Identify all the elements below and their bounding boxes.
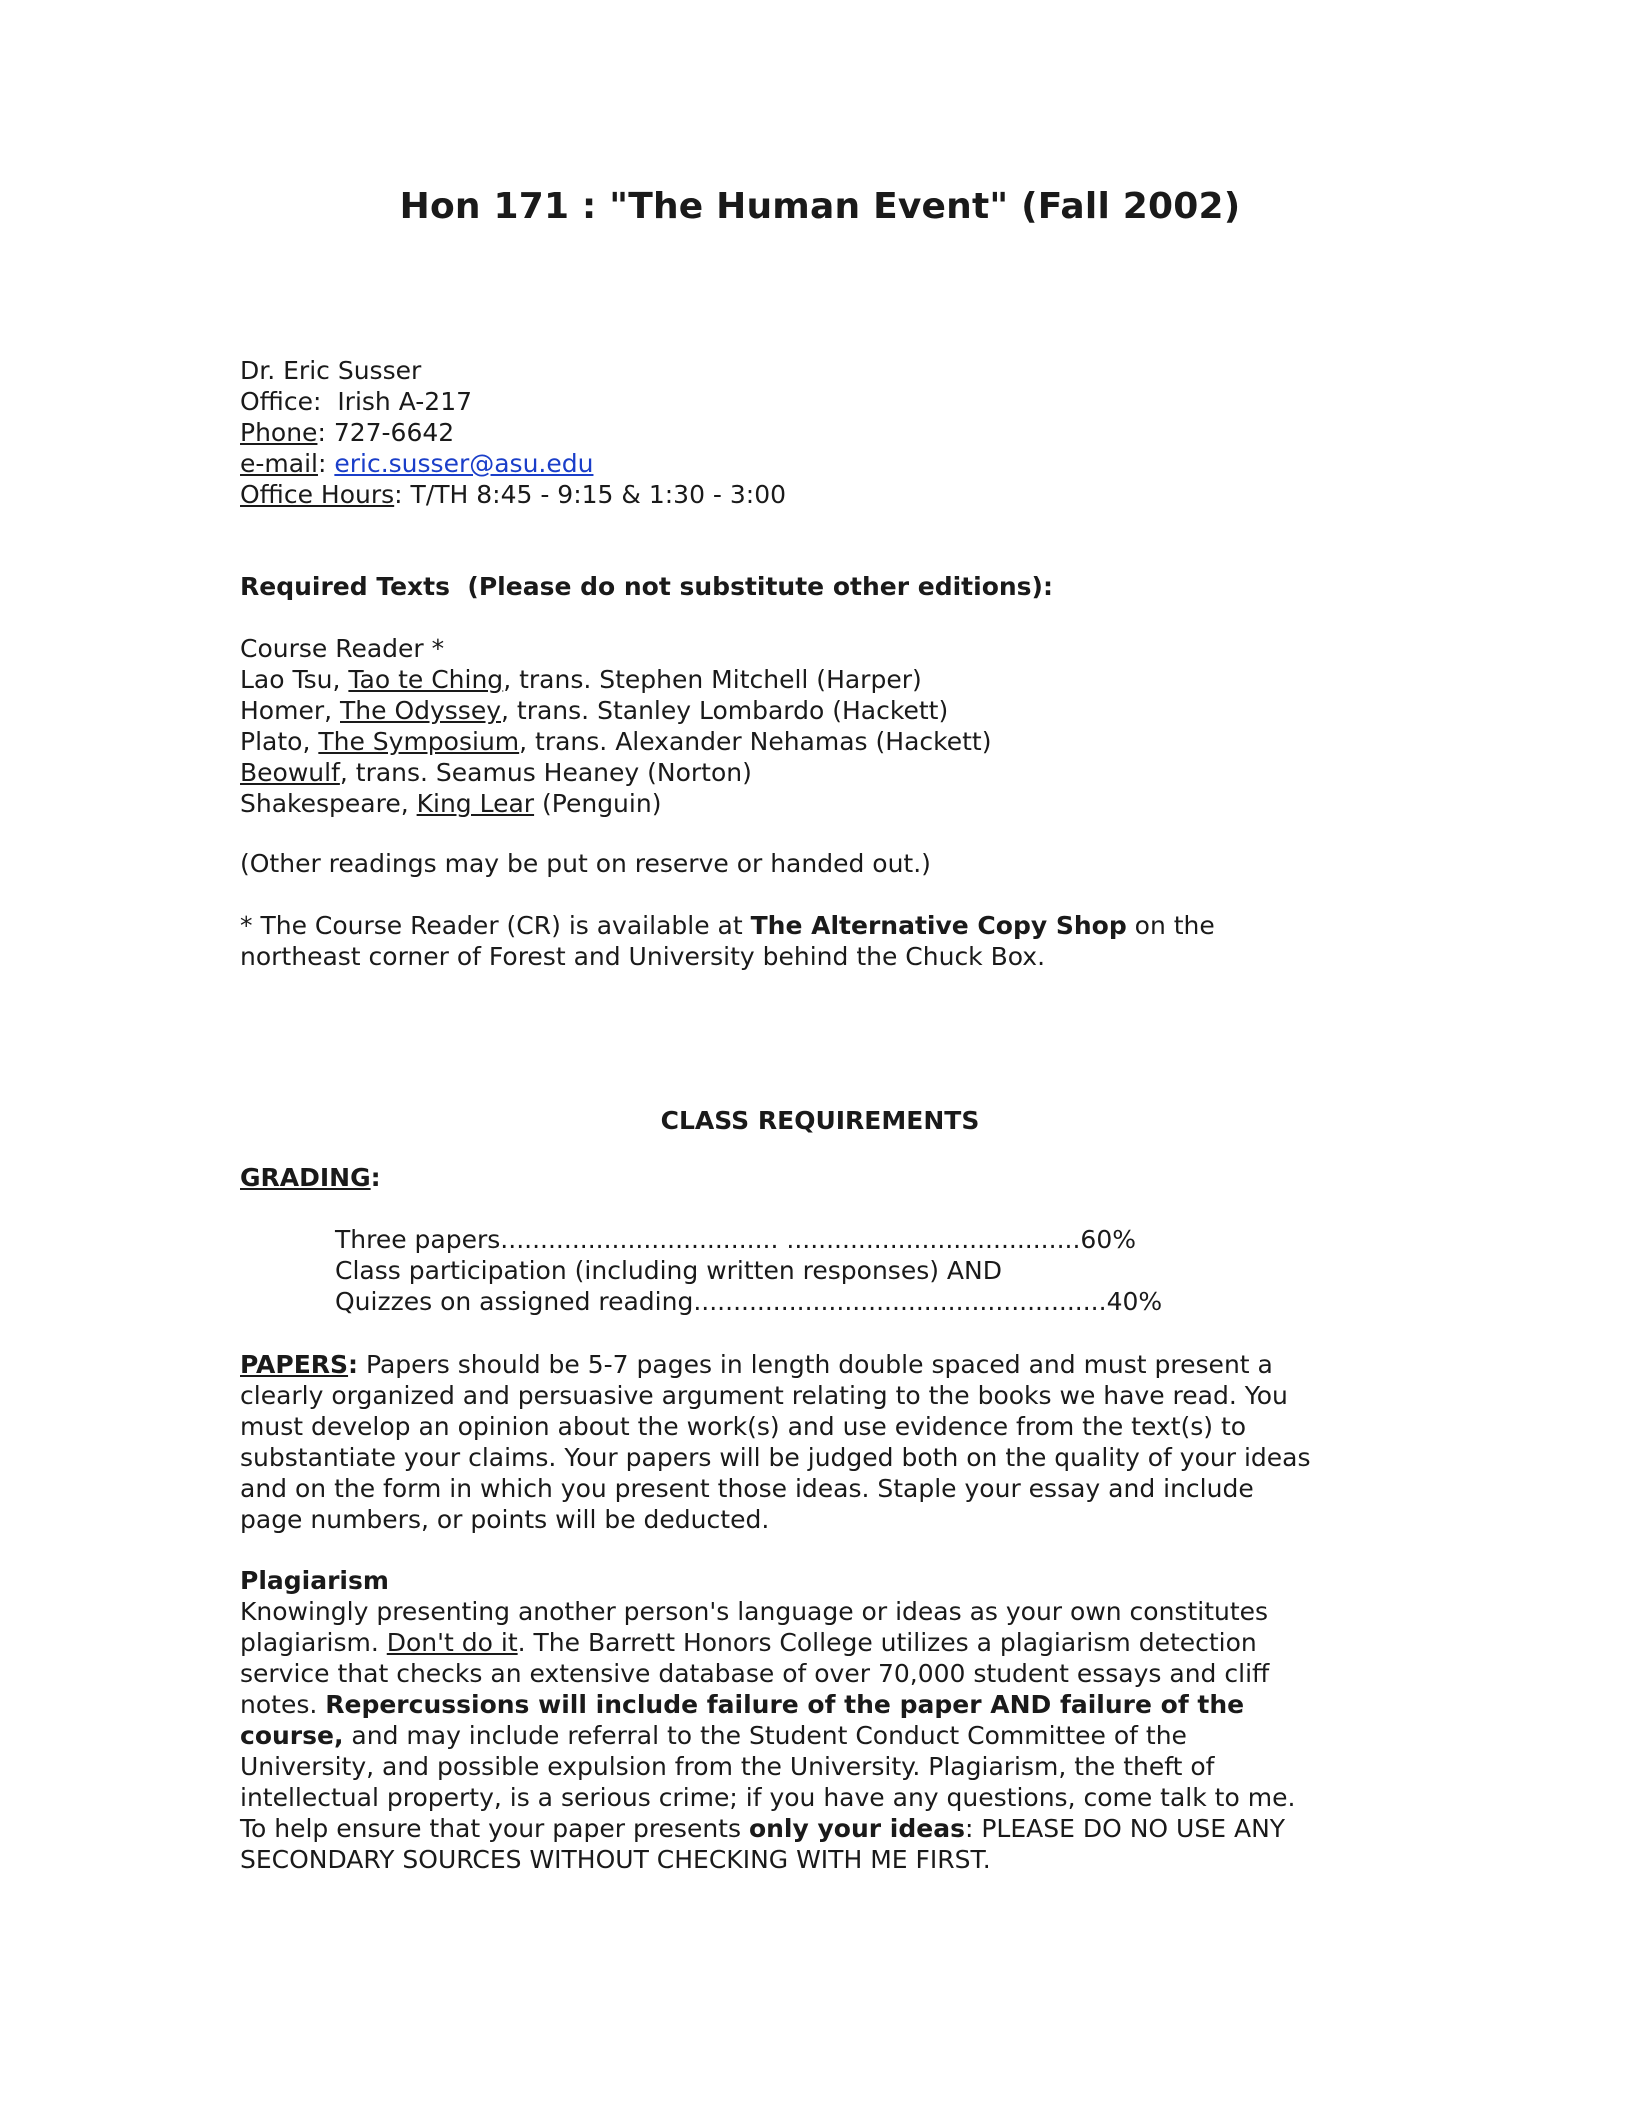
- required-texts-heading: Required Texts: [240, 572, 450, 601]
- plagiarism-line: intellectual property, is a serious crime; if you have any questions, come talk to me.: [240, 1783, 1296, 1812]
- office-hours-line: [240, 479, 1420, 510]
- text-item: [240, 757, 1420, 788]
- plagiarism-text: notes.: [240, 1690, 326, 1719]
- course-reader-pre: * The Course Reader (CR) is available at: [240, 911, 751, 940]
- office-hours-value: : T/TH 8:45 - 9:15 & 1:30 - 3:00: [394, 480, 787, 509]
- text-item: [240, 726, 1420, 757]
- plagiarism-line: [240, 1689, 1420, 1720]
- class-requirements-heading: CLASS REQUIREMENTS: [660, 1106, 980, 1135]
- email-label: e-mail: [240, 449, 318, 478]
- phone-label: Phone: [240, 418, 318, 447]
- other-readings-note: [240, 848, 1420, 879]
- grading-heading: [240, 1162, 1420, 1193]
- text-item-details: , trans. Stanley Lombardo (Hackett): [501, 696, 949, 725]
- text-item-title: King Lear: [416, 789, 535, 818]
- text-item-author: Plato,: [240, 727, 319, 756]
- plagiarism-heading: Plagiarism: [240, 1566, 389, 1595]
- grading-label: GRADING: [240, 1163, 371, 1192]
- plagiarism-line: [240, 1720, 1420, 1751]
- grading-heading-line: [240, 1162, 1420, 1193]
- text-item-title: Beowulf: [240, 758, 340, 787]
- plagiarism-text: . The Barrett Honors College utilizes a plagiarism detection: [517, 1628, 1257, 1657]
- text-item: [240, 788, 1420, 819]
- office-line: [240, 386, 1420, 417]
- office-value: Irish A-217: [337, 387, 473, 416]
- grading-colon: :: [370, 1163, 381, 1192]
- office-hours-label: Office Hours: [240, 480, 395, 509]
- papers-colon: :: [348, 1350, 359, 1379]
- text-item-prefix: Course Reader *: [240, 634, 445, 663]
- required-texts-heading-wrap: [240, 571, 1420, 602]
- email-separator: :: [317, 449, 327, 478]
- text-item-title: Tao te Ching: [348, 665, 504, 694]
- only-your-ideas-text: only your ideas: [748, 1814, 965, 1843]
- text-item-details: (Penguin): [534, 789, 662, 818]
- phone-value: : 727-6642: [317, 418, 455, 447]
- grading-item: Quizzes on assigned reading....................................................40%: [335, 1287, 1163, 1316]
- office-label: Office:: [240, 387, 322, 416]
- plagiarism-line: Knowingly presenting another person's language or ideas as your own constitutes: [240, 1597, 1269, 1626]
- text-item-details: , trans. Alexander Nehamas (Hackett): [519, 727, 992, 756]
- plagiarism-line: University, and possible expulsion from the University. Plagiarism, the theft of: [240, 1752, 1215, 1781]
- required-texts-heading-line: [240, 571, 1420, 602]
- plagiarism-line: service that checks an extensive database of over 70,000 student essays and cliff: [240, 1659, 1270, 1688]
- email-link[interactable]: eric.susser@asu.edu: [334, 449, 594, 478]
- plagiarism-line: [240, 1627, 1420, 1658]
- text-item: [240, 633, 1420, 664]
- grading-item: Class participation (including written responses) AND: [335, 1256, 1002, 1285]
- grading-item: Three papers................................... .....................................60%: [335, 1225, 1136, 1254]
- course-bold-text: course,: [240, 1721, 344, 1750]
- plagiarism-text: To help ensure that your paper presents: [240, 1814, 749, 1843]
- course-reader-line-1: [240, 910, 1420, 941]
- required-texts-note: (Please do not substitute other editions):: [467, 572, 1053, 601]
- email-line: [240, 448, 1420, 479]
- plagiarism-text: plagiarism.: [240, 1628, 387, 1657]
- text-item-author: Shakespeare,: [240, 789, 417, 818]
- other-readings-text: (Other readings may be put on reserve or handed out.): [240, 849, 931, 878]
- text-item-author: Lao Tsu,: [240, 665, 349, 694]
- page-title: Hon 171 : "The Human Event" (Fall 2002): [399, 186, 1241, 227]
- course-reader-post: on the: [1126, 911, 1215, 940]
- grading-breakdown: [335, 1224, 1335, 1317]
- papers-section: [240, 1349, 1420, 1535]
- plagiarism-line: [240, 1813, 1420, 1844]
- text-item-details: , trans. Seamus Heaney (Norton): [339, 758, 752, 787]
- text-item: [240, 695, 1420, 726]
- papers-line: substantiate your claims. Your papers will be judged both on the quality of your ideas: [240, 1443, 1311, 1472]
- text-item-details: , trans. Stephen Mitchell (Harper): [503, 665, 922, 694]
- text-item-title: The Odyssey: [340, 696, 502, 725]
- plagiarism-text: and may include referral to the Student Conduct Committee of the: [343, 1721, 1187, 1750]
- papers-text: Papers should be 5-7 pages in length double spaced and must present a: [358, 1350, 1273, 1379]
- text-item-title: The Symposium: [318, 727, 520, 756]
- course-reader-note: [240, 910, 1420, 972]
- repercussions-text: Repercussions will include failure of the paper AND failure of the: [325, 1690, 1245, 1719]
- dont-do-it-text: Don't do it: [386, 1628, 518, 1657]
- contact-block: [240, 355, 1420, 510]
- instructor-name: Dr. Eric Susser: [240, 356, 422, 385]
- copy-shop-name: The Alternative Copy Shop: [750, 911, 1127, 940]
- papers-line: and on the form in which you present those ideas. Staple your essay and include: [240, 1474, 1254, 1503]
- text-item: [240, 664, 1420, 695]
- papers-line: clearly organized and persuasive argument relating to the books we have read. You: [240, 1381, 1288, 1410]
- papers-line: [240, 1349, 1420, 1380]
- papers-label: PAPERS: [240, 1350, 349, 1379]
- plagiarism-text: : PLEASE DO NO USE ANY: [964, 1814, 1286, 1843]
- plagiarism-section: [240, 1565, 1420, 1875]
- required-texts-list: [240, 633, 1420, 819]
- phone-line: [240, 417, 1420, 448]
- papers-line: page numbers, or points will be deducted.: [240, 1505, 770, 1534]
- papers-line: must develop an opinion about the work(s) and use evidence from the text(s) to: [240, 1412, 1247, 1441]
- course-reader-line-2: northeast corner of Forest and University behind the Chuck Box.: [240, 942, 1046, 971]
- text-item-author: Homer,: [240, 696, 340, 725]
- plagiarism-line: SECONDARY SOURCES WITHOUT CHECKING WITH ME FIRST.: [240, 1845, 991, 1874]
